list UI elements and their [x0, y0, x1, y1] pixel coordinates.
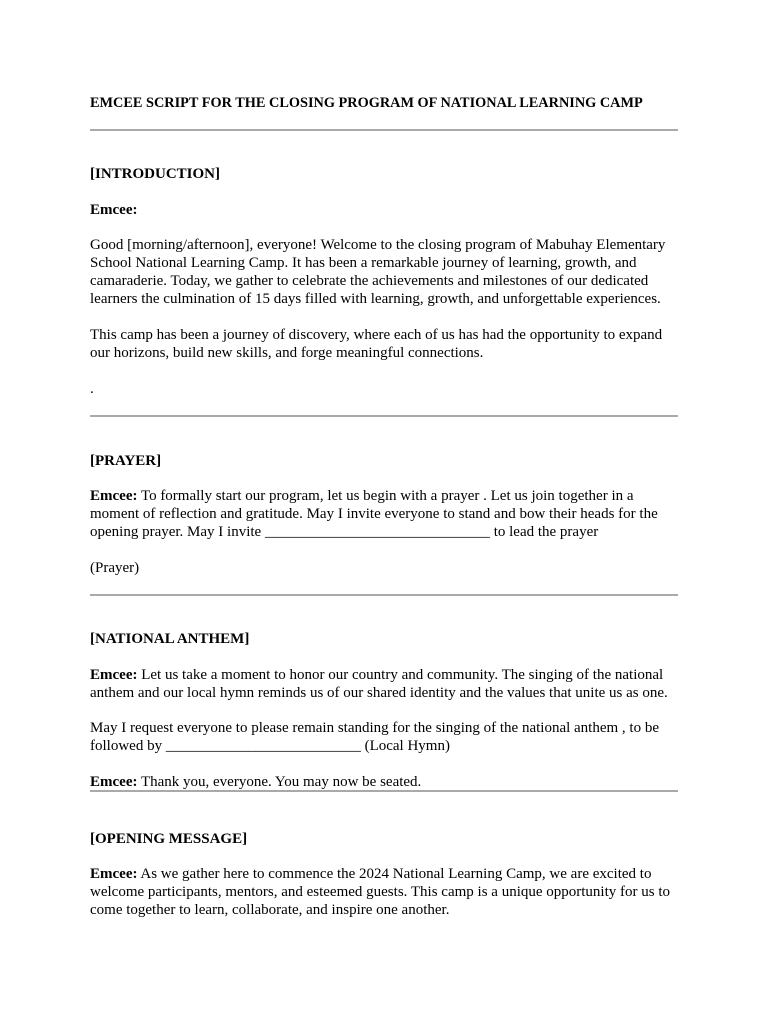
anthem-thanks	[90, 773, 678, 791]
anthem-speaker: Emcee:	[90, 667, 138, 683]
document-title: EMCEE SCRIPT FOR THE CLOSING PROGRAM OF NATIONAL LEARNING CAMP	[90, 95, 643, 111]
introduction-heading: [INTRODUCTION]	[90, 166, 221, 182]
introduction-paragraph-1: Good [morning/afternoon], everyone! Welcome to the closing program of Mabuhay Elementary School National Learning Camp. It has been a remarkable journey of learning, growth, and camaraderie. Today, we gather to celebrate the achievements and milestones of our dedicated learners the culmination of 15 days filled with learning, growth, and unforgettable experiences.	[90, 237, 666, 307]
anthem-thanks-speaker: Emcee:	[90, 774, 138, 790]
anthem-text: Let us take a moment to honor our country and community. The singing of the national anthem and our local hymn reminds us of our shared identity and the values that unite us as one.	[90, 667, 668, 701]
divider	[90, 415, 678, 417]
opening-text: As we gather here to commence the 2024 National Learning Camp, we are excited to welcome participants, mentors, and esteemed guests. This camp is a unique opportunity for us to come together to learn, collaborate, and inspire one another.	[90, 866, 671, 918]
introduction-dot: .	[90, 381, 94, 397]
prayer-speaker: Emcee:	[90, 488, 138, 504]
opening-paragraph	[90, 865, 678, 919]
anthem-thanks-text: Thank you, everyone. You may now be seated.	[137, 774, 422, 790]
divider	[90, 790, 678, 792]
prayer-note: (Prayer)	[90, 560, 140, 576]
prayer-text: To formally start our program, let us begin with a prayer . Let us join together in a moment of reflection and gratitude. May I invite everyone to stand and bow their heads for the opening prayer. May I invite ______________________________ to lead the prayer	[90, 488, 658, 540]
introduction-paragraph-2: This camp has been a journey of discovery, where each of us has had the opportunity to expand our horizons, build new skills, and forge meaningful connections.	[90, 327, 663, 361]
prayer-heading: [PRAYER]	[90, 453, 162, 469]
anthem-paragraph	[90, 666, 678, 702]
anthem-heading: [NATIONAL ANTHEM]	[90, 631, 250, 647]
opening-heading: [OPENING MESSAGE]	[90, 831, 248, 847]
introduction-speaker: Emcee:	[90, 202, 138, 218]
prayer-paragraph	[90, 487, 678, 541]
anthem-request: May I request everyone to please remain standing for the singing of the national anthem , to be followed by __________________________ (Local Hymn)	[90, 720, 659, 754]
divider	[90, 594, 678, 596]
opening-speaker: Emcee:	[90, 866, 138, 882]
divider	[90, 129, 678, 131]
